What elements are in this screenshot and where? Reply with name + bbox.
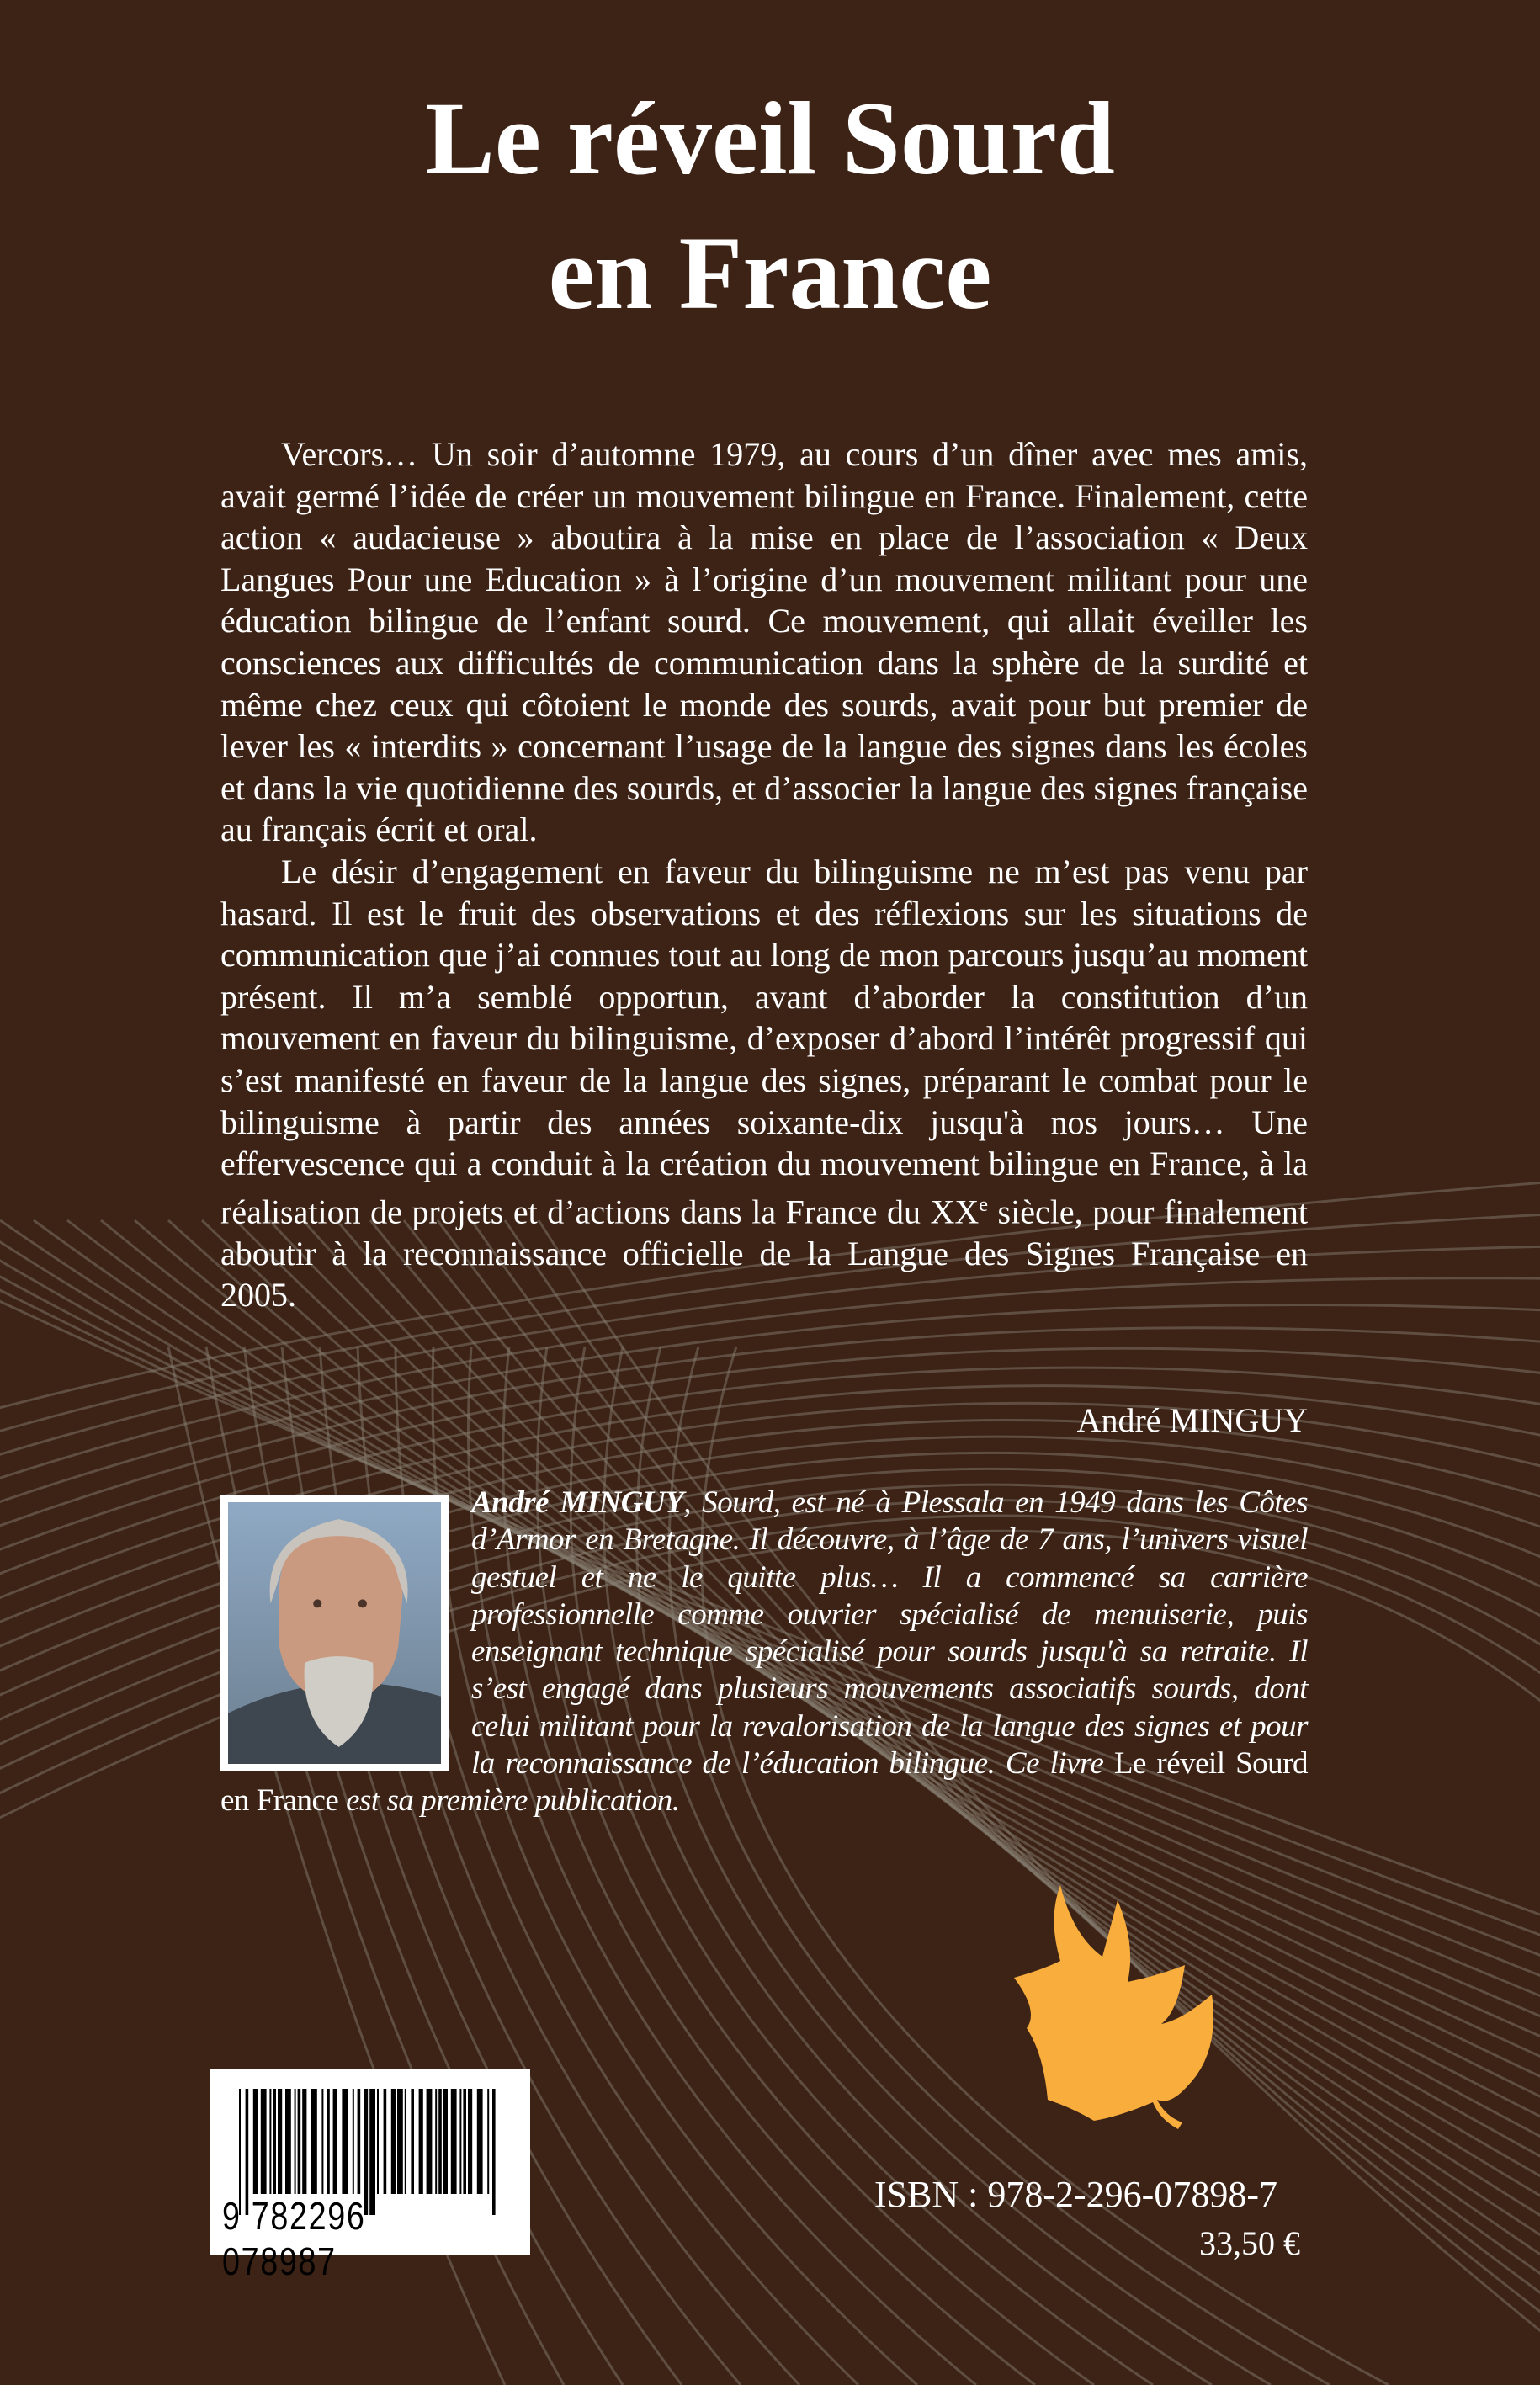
blurb-text bbox=[220, 433, 1308, 1316]
barcode-bar bbox=[435, 2089, 437, 2194]
barcode-bar bbox=[492, 2089, 496, 2215]
barcode-bar bbox=[419, 2089, 423, 2194]
barcode-bar bbox=[311, 2089, 317, 2194]
book-title: Le réveil Sourd en France bbox=[425, 81, 1115, 331]
barcode-bar bbox=[384, 2089, 387, 2194]
author-bio: André MINGUY, Sourd, est né à Plessala en 1949 dans les Côtes d’Armor en Bretagne. Il découvre, à l’âge de 7 ans, l’univers visuel gestuel et ne le quitte plus… Il a commencé sa carrière professionnelle comme ouvrier spécialisé de menuiserie, puis enseignant technique spécialisé pour sourds jusqu'à sa retraite. Il s’est engagé dans plusieurs mouvements associatifs sourds, dont celui militant pour la revalorisation de la langue des signes et pour la reconnaissance de l’éducation bilingue. Ce livre Le réveil Sourd en France est sa première publication. bbox=[220, 1485, 1308, 1819]
barcode-bar bbox=[451, 2089, 457, 2194]
barcode-bar bbox=[302, 2089, 306, 2194]
barcode-bar bbox=[443, 2089, 448, 2194]
barcode-bar bbox=[298, 2089, 301, 2194]
barcode-bar bbox=[285, 2089, 291, 2194]
barcode-bar bbox=[377, 2089, 379, 2194]
barcode-bar bbox=[295, 2089, 296, 2194]
barcode-bar bbox=[253, 2089, 258, 2194]
barcode-bar bbox=[327, 2089, 330, 2194]
price: 33,50 € bbox=[1199, 2224, 1300, 2262]
barcode-bar bbox=[438, 2089, 442, 2194]
barcode-bar bbox=[477, 2089, 483, 2194]
barcode-bar bbox=[273, 2089, 276, 2194]
barcode-bar bbox=[278, 2089, 282, 2194]
barcode-bar bbox=[269, 2089, 271, 2194]
barcode-digits: 9 782296 078987 bbox=[222, 2194, 366, 2283]
bio-author-name: André MINGUY bbox=[471, 1485, 684, 1520]
barcode-bar bbox=[342, 2089, 348, 2194]
barcode-bar bbox=[391, 2089, 396, 2194]
author-signature: André MINGUY bbox=[1076, 1401, 1308, 1439]
barcode-bar bbox=[463, 2089, 466, 2194]
leaf-logo bbox=[1010, 1885, 1233, 2129]
barcode-bar bbox=[459, 2089, 461, 2194]
barcode-bar bbox=[358, 2089, 361, 2194]
blurb-paragraph: Vercors… Un soir d’automne 1979, au cours d’un dîner avec mes amis, avait germé l’idée de créer un mouvement bilingue en France. Finalement, cette action « audacieuse » aboutira à la mise en place de l’association « Deux Langues Pour une Education » à l’origine d’un mouvement militant pour une éducation bilingue de l’enfant sourd. Ce mouvement, qui allait éveiller les consciences aux difficultés de communication dans la sphère de la surdité et même chez ceux qui côtoient le monde des sourds, avait pour but premier de lever les « interdits » concernant l’usage de la langue des signes dans les écoles et dans la vie quotidienne des sourds, et d’associer la langue des signes française au français écrit et oral. bbox=[220, 435, 1308, 849]
barcode bbox=[210, 2069, 530, 2283]
barcode-bar bbox=[261, 2089, 267, 2194]
barcode-bar bbox=[411, 2089, 414, 2194]
barcode-bar bbox=[333, 2089, 337, 2194]
blurb-paragraph: Le désir d’engagement en faveur du bilinguisme ne m’est pas venu par hasard. Il est le fruit des observations et des réflexions sur les situations de communication que j’ai connues tout au long de mon parcours jusqu’au moment présent. Il m’a semblé opportun, avant d’aborder la constitution d’un mouvement en faveur du bilinguisme, d’exposer d’abord l’intérêt progressif qui s’est manifesté en faveur de la langue des signes, préparant le combat pour le bilinguisme à partir des années soixante-dix jusqu'à nos jours… Une effervescence qui a conduit à la création du mouvement bilingue en France, à la réalisation de projets et d’actions dans la France du XXe siècle, pour finalement aboutir à la reconnaissance officielle de la Langue des Signes Française en 2005. bbox=[220, 852, 1309, 1315]
barcode-bar bbox=[487, 2089, 489, 2194]
barcode-bar bbox=[397, 2089, 403, 2194]
barcode-bar bbox=[321, 2089, 323, 2194]
barcode-bar bbox=[353, 2089, 354, 2194]
isbn: ISBN : 978-2-296-07898-7 bbox=[874, 2174, 1277, 2215]
barcode-bar bbox=[427, 2089, 433, 2194]
barcode-bar bbox=[405, 2089, 406, 2194]
barcode-bar bbox=[468, 2089, 472, 2194]
